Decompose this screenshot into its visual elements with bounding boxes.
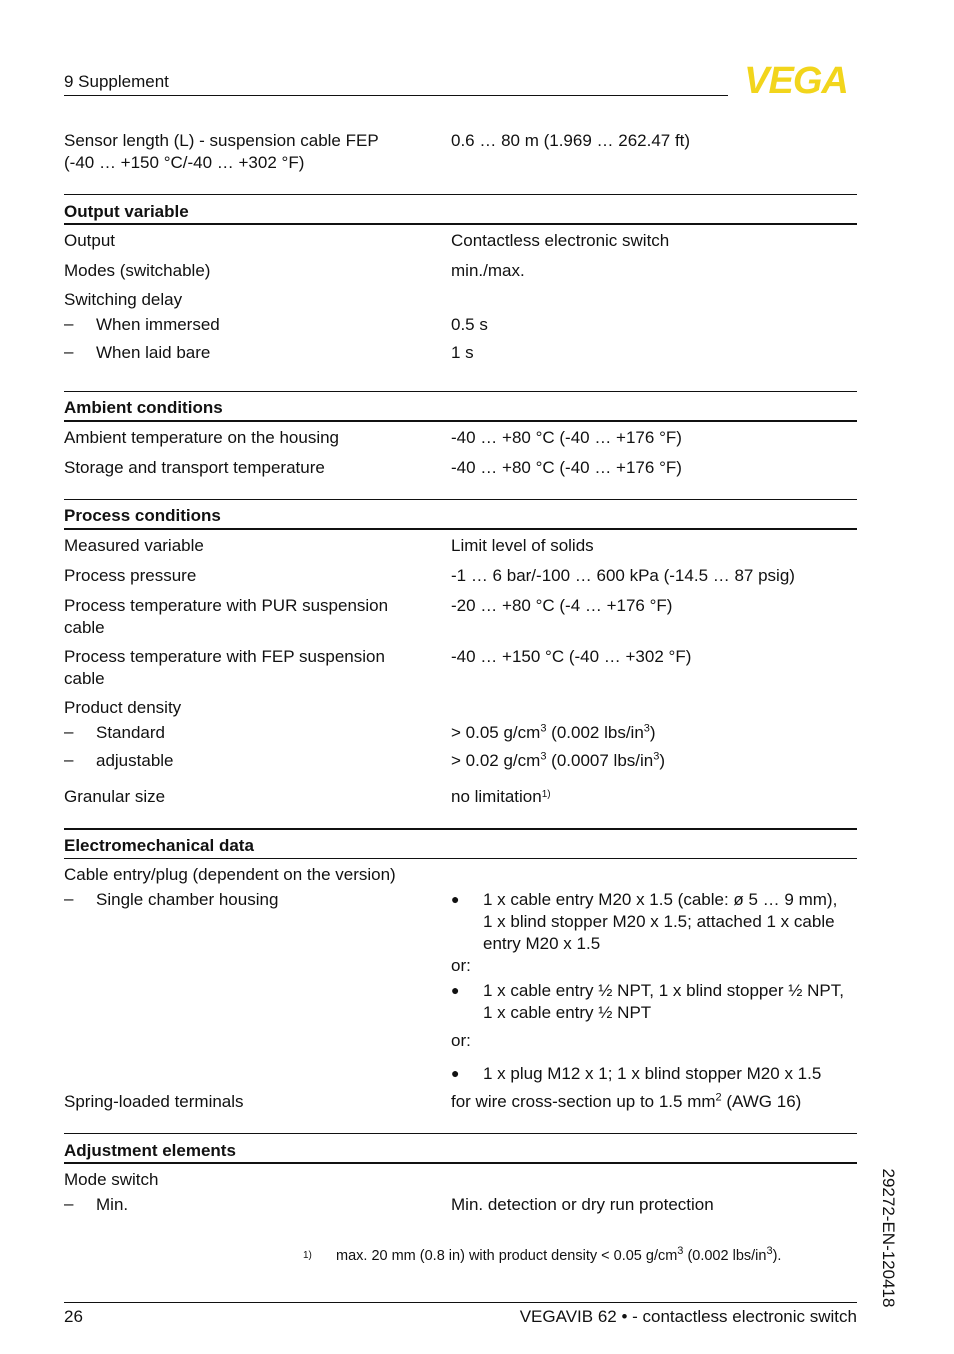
housing-temp-label: Ambient temperature on the housing <box>64 428 340 447</box>
immersed-label: When immersed <box>96 315 220 334</box>
or-text: or: <box>451 956 471 975</box>
list-dash: – <box>64 342 74 361</box>
fep-temp-label: Process temperature with FEP suspension cable <box>64 647 385 688</box>
vega-logo <box>734 62 858 98</box>
granular-size-label: Granular size <box>64 787 166 806</box>
housing-temp-value: -40 … +80 °C (-40 … +176 °F) <box>451 428 682 447</box>
or-text: or: <box>451 1031 471 1050</box>
document-code: 29272-EN-120418 <box>879 1168 898 1308</box>
sensor-length-label: Sensor length (L) - suspension cable FEP (-40 … +150 °C/-40 … +302 °F) <box>64 131 379 172</box>
section-rule <box>64 391 857 392</box>
svg-text:VEGA: VEGA <box>744 62 848 98</box>
section-rule <box>64 1133 857 1134</box>
modes-value: min./max. <box>451 261 525 280</box>
measured-variable-label: Measured variable <box>64 536 204 555</box>
section-title-process: Process conditions <box>64 506 221 525</box>
header-rule <box>64 95 728 96</box>
adjustable-value: > 0.02 $g/cm^3$ (0.0007 lbs/$in^3$) <box>451 750 666 770</box>
footer-rule <box>64 1302 857 1303</box>
output-value: Contactless electronic switch <box>451 231 670 250</box>
sensor-length-value: 0.6 … 80 m (1.969 … 262.47 ft) <box>451 131 691 150</box>
standard-value: > 0.05 $g/cm^3$ (0.002 lbs/$in^3$) <box>451 722 656 742</box>
list-dash: – <box>64 889 74 908</box>
immersed-value: 0.5 s <box>451 315 488 334</box>
section-rule <box>64 858 857 859</box>
running-header: 9 Supplement <box>64 72 169 91</box>
footnote-ref: 1) <box>541 789 551 800</box>
section-rule <box>64 528 857 530</box>
product-density-label: Product density <box>64 698 182 717</box>
list-dash: – <box>64 722 74 741</box>
bullet: ● <box>451 1065 460 1081</box>
list-dash: – <box>64 314 74 333</box>
storage-temp-value: -40 … +80 °C (-40 … +176 °F) <box>451 458 682 477</box>
footnote-mark: 1) <box>303 1250 312 1261</box>
spring-terminals-label: Spring-loaded terminals <box>64 1092 244 1111</box>
list-dash: – <box>64 750 74 769</box>
section-rule <box>64 223 857 225</box>
adjustable-label: adjustable <box>96 751 174 770</box>
section-title-output: Output variable <box>64 202 189 221</box>
fep-temp-value: -40 … +150 °C (-40 … +302 °F) <box>451 647 692 666</box>
min-label: Min. <box>96 1195 129 1214</box>
storage-temp-label: Storage and transport temperature <box>64 458 325 477</box>
section-rule <box>64 1162 857 1164</box>
mode-switch-label: Mode switch <box>64 1170 159 1189</box>
switching-delay-label: Switching delay <box>64 290 183 309</box>
cable-option-2: 1 x cable entry ½ NPT, 1 x blind stopper ½ NPT, 1 x cable entry ½ NPT <box>483 981 844 1022</box>
laid-bare-label: When laid bare <box>96 343 211 362</box>
single-chamber-label: Single chamber housing <box>96 890 279 909</box>
standard-label: Standard <box>96 723 165 742</box>
bullet: ● <box>451 891 460 907</box>
pur-temp-value: -20 … +80 °C (-4 … +176 °F) <box>451 596 673 615</box>
laid-bare-value: 1 s <box>451 343 474 362</box>
section-rule <box>64 499 857 500</box>
output-label: Output <box>64 231 116 250</box>
footer-product: VEGAVIB 62 • - contactless electronic switch <box>519 1307 857 1326</box>
cable-option-1: 1 x cable entry M20 x 1.5 (cable: ø 5 … 9 mm), 1 x blind stopper M20 x 1.5; attached 1 x cable entry M20 x 1.5 <box>483 890 838 953</box>
measured-variable-value: Limit level of solids <box>451 536 594 555</box>
modes-label: Modes (switchable) <box>64 261 211 280</box>
section-title-electromechanical: Electromechanical data <box>64 836 254 855</box>
spring-terminals-value: for wire cross-section up to 1.5 $mm^2$ (AWG 16) <box>451 1091 802 1111</box>
footnote-text: max. 20 mm (0.8 in) with product density < 0.05 $g/cm^3$ (0.002 lbs/$in^3$). <box>336 1245 782 1264</box>
bullet: ● <box>451 982 460 998</box>
cable-option-3: 1 x plug M12 x 1; 1 x blind stopper M20 x 1.5 <box>483 1064 822 1083</box>
section-title-ambient: Ambient conditions <box>64 398 223 417</box>
min-value: Min. detection or dry run protection <box>451 1195 714 1214</box>
pur-temp-label: Process temperature with PUR suspension cable <box>64 596 389 637</box>
list-dash: – <box>64 1194 74 1213</box>
page-number: 26 <box>64 1307 83 1326</box>
process-pressure-label: Process pressure <box>64 566 197 585</box>
section-rule <box>64 828 857 830</box>
granular-size-value: no limitation$^{1)}$ <box>451 787 551 806</box>
section-rule <box>64 420 857 422</box>
section-rule <box>64 194 857 195</box>
process-pressure-value: -1 … 6 bar/-100 … 600 kPa (-14.5 … 87 psig) <box>451 566 795 585</box>
cable-entry-label: Cable entry/plug (dependent on the version) <box>64 865 396 884</box>
section-title-adjustment: Adjustment elements <box>64 1141 236 1160</box>
